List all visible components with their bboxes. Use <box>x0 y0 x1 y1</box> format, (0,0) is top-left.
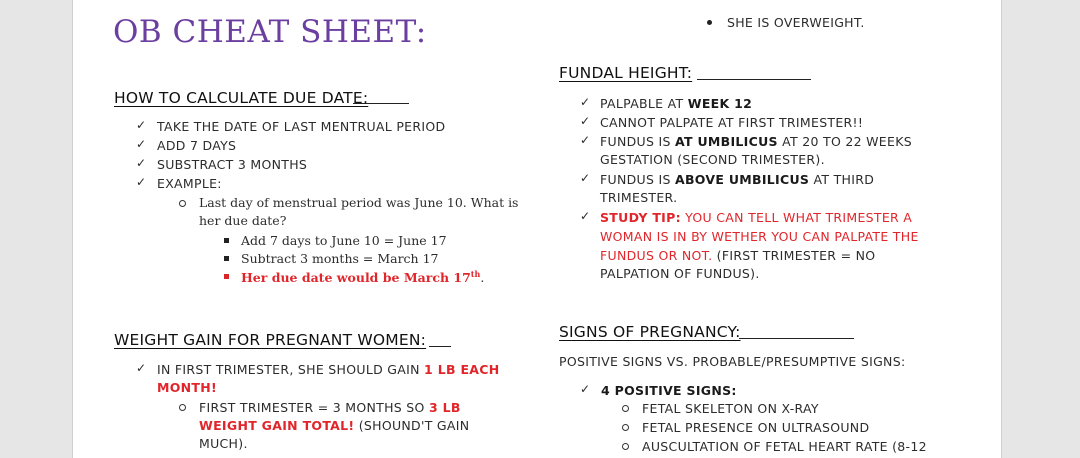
study-tip-label: STUDY TIP: <box>600 210 681 225</box>
dot-bullet-icon <box>707 20 712 25</box>
fundal-text: PALPABLE AT <box>600 96 688 111</box>
due-date-heading: HOW TO CALCULATE DUE DATE: <box>114 89 369 107</box>
overweight-item: SHE IS OVERWEIGHT. <box>727 15 865 30</box>
fundal-text: FUNDUS IS <box>600 134 675 149</box>
fundal-text: AT 20 TO 22 WEEKS <box>777 134 912 149</box>
hollow-circle-bullet-icon <box>622 424 629 431</box>
study-tip-cont: PALPATION OF FUNDUS). <box>600 266 760 281</box>
square-bullet-icon <box>224 238 229 243</box>
checkmark-icon: ✓ <box>580 114 591 128</box>
weight-gain-highlight: MONTH! <box>157 380 218 395</box>
square-bullet-icon <box>224 274 229 279</box>
fundal-text: AT THIRD <box>809 172 875 187</box>
fundal-height-heading: FUNDAL HEIGHT: <box>559 64 693 82</box>
weight-gain-sub-text: FIRST TRIMESTER = 3 MONTHS SO <box>199 400 429 415</box>
weight-gain-item-cont <box>157 380 217 395</box>
heading-rule <box>739 338 854 339</box>
fundal-item-cont: TRIMESTER. <box>600 190 678 205</box>
fundal-bold: ABOVE UMBILICUS <box>674 172 810 187</box>
weight-gain-item <box>157 362 500 377</box>
fundal-item <box>600 134 912 149</box>
due-date-step: ADD 7 DAYS <box>157 138 237 153</box>
signs-of-pregnancy-heading: SIGNS OF PREGNANCY: <box>559 323 741 341</box>
checkmark-icon: ✓ <box>580 209 591 223</box>
study-tip-cont <box>600 248 875 263</box>
answer-superscript: th <box>470 269 481 279</box>
checkmark-icon: ✓ <box>136 361 147 375</box>
answer-text: Her due date would be March 17 <box>241 270 471 286</box>
fundal-item: CANNOT PALPATE AT FIRST TRIMESTER!! <box>600 115 864 130</box>
weight-gain-sub-cont <box>199 418 469 433</box>
positive-sign: FETAL PRESENCE ON ULTRASOUND <box>642 420 870 435</box>
example-step: Subtract 3 months = March 17 <box>241 251 439 266</box>
heading-rule <box>697 79 811 80</box>
positive-sign: AUSCULTATION OF FETAL HEART RATE (8-12 <box>642 439 927 454</box>
checkmark-icon: ✓ <box>580 95 591 109</box>
document-title: OB CHEAT SHEET: <box>113 14 427 50</box>
hollow-circle-bullet-icon <box>622 405 629 412</box>
fundal-bold: WEEK 12 <box>687 96 753 111</box>
hollow-circle-bullet-icon <box>179 200 186 207</box>
fundal-item <box>600 172 874 187</box>
study-tip <box>600 210 912 225</box>
weight-gain-sub <box>199 400 461 415</box>
weight-gain-sub-cont: MUCH). <box>199 436 248 451</box>
example-answer <box>241 269 484 285</box>
heading-rule <box>429 346 451 347</box>
example-question-line2: her due date? <box>199 213 287 228</box>
fundal-item <box>600 96 752 111</box>
checkmark-icon: ✓ <box>580 133 591 147</box>
due-date-step: EXAMPLE: <box>157 176 222 191</box>
fundal-text: FUNDUS IS <box>600 172 675 187</box>
checkmark-icon: ✓ <box>136 156 147 170</box>
study-tip-note: (FIRST TRIMESTER = NO <box>712 248 876 263</box>
checkmark-icon: ✓ <box>136 137 147 151</box>
example-question-line1: Last day of menstrual period was June 10. What is <box>199 195 519 210</box>
hollow-circle-bullet-icon <box>622 443 629 450</box>
weight-gain-heading: WEIGHT GAIN FOR PREGNANT WOMEN: <box>114 331 427 349</box>
fundal-item-cont: GESTATION (SECOND TRIMESTER). <box>600 152 825 167</box>
weight-gain-sub-highlight: 3 LB <box>428 400 461 415</box>
example-step: Add 7 days to June 10 = June 17 <box>241 233 447 248</box>
due-date-step: SUBSTRACT 3 MONTHS <box>157 157 308 172</box>
study-tip-text: FUNDUS OR NOT. <box>600 248 713 263</box>
due-date-step: TAKE THE DATE OF LAST MENTRUAL PERIOD <box>157 119 446 134</box>
weight-gain-sub-highlight: WEIGHT GAIN TOTAL! <box>199 418 355 433</box>
answer-period: . <box>480 270 485 286</box>
signs-intro: POSITIVE SIGNS VS. PROBABLE/PRESUMPTIVE SIGNS: <box>559 354 906 369</box>
positive-signs-label: 4 POSITIVE SIGNS: <box>601 383 737 398</box>
hollow-circle-bullet-icon <box>179 404 186 411</box>
document-page <box>72 0 1002 458</box>
positive-sign: FETAL SKELETON ON X-RAY <box>642 401 819 416</box>
square-bullet-icon <box>224 256 229 261</box>
checkmark-icon: ✓ <box>580 382 591 396</box>
weight-gain-sub-text: (SHOUND'T GAIN <box>354 418 470 433</box>
checkmark-icon: ✓ <box>580 171 591 185</box>
weight-gain-text: IN FIRST TRIMESTER, SHE SHOULD GAIN <box>157 362 425 377</box>
heading-rule <box>353 103 409 104</box>
fundal-bold: AT UMBILICUS <box>674 134 778 149</box>
study-tip-cont: WOMAN IS IN BY WETHER YOU CAN PALPATE THE <box>600 229 919 244</box>
study-tip-text: YOU CAN TELL WHAT TRIMESTER A <box>680 210 913 225</box>
weight-gain-highlight: 1 LB EACH <box>424 362 500 377</box>
checkmark-icon: ✓ <box>136 118 147 132</box>
checkmark-icon: ✓ <box>136 175 147 189</box>
